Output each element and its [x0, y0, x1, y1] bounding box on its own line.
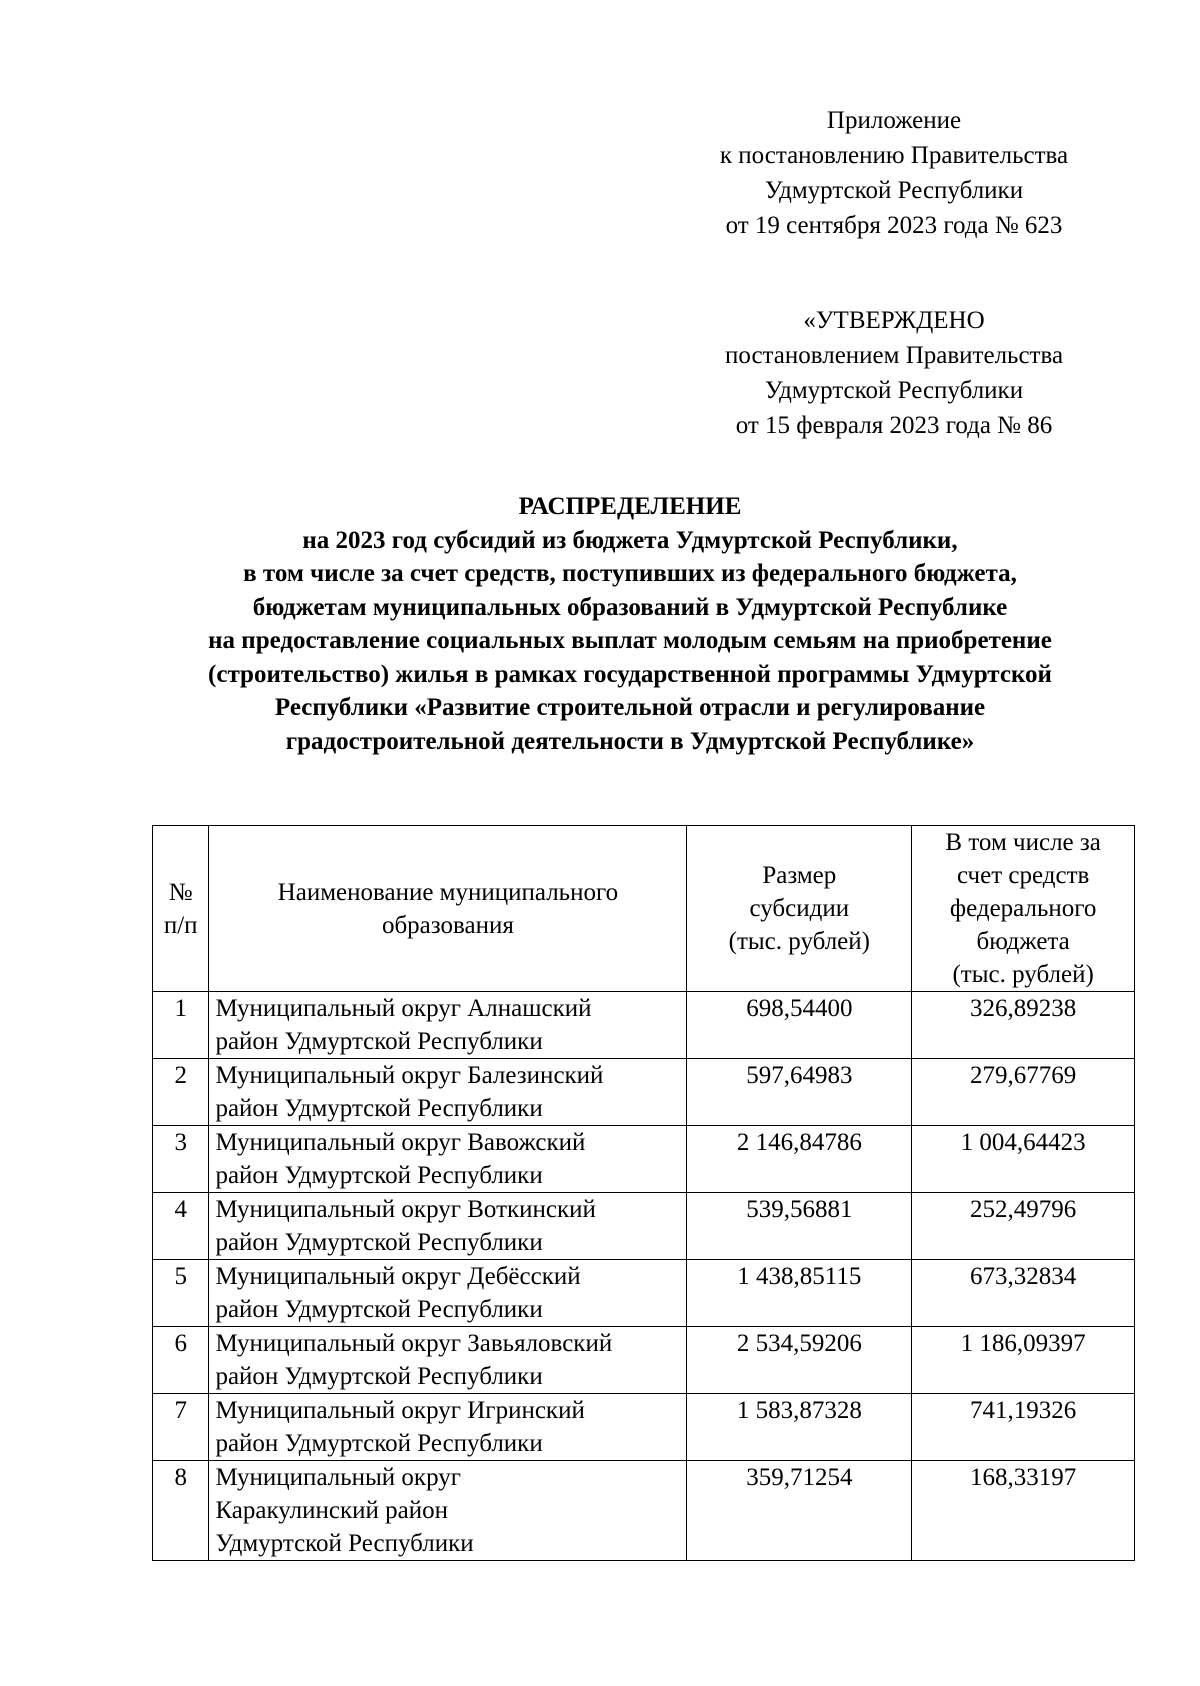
header-text: образования	[381, 911, 514, 939]
title-line: (строительство) жилья в рамках государственной программы Удмуртской	[208, 660, 1052, 688]
header-federal	[912, 826, 1135, 992]
row-name-line: Муниципальный округ Вавожский	[215, 1129, 586, 1156]
row-name-line: район Удмуртской Республики	[215, 1162, 543, 1189]
row-number: 4	[153, 1193, 209, 1260]
row-number: 1	[153, 992, 209, 1059]
row-name	[209, 1461, 687, 1561]
row-name-line: Муниципальный округ Воткинский	[215, 1196, 596, 1223]
attachment-line: Удмуртской Республики	[764, 177, 1024, 204]
row-name	[209, 1394, 687, 1461]
title-line: на предоставление социальных выплат молодым семьям на приобретение	[208, 627, 1052, 654]
row-name-line: Муниципальный округ	[215, 1464, 462, 1491]
header-name	[209, 826, 687, 992]
row-name-line: Муниципальный округ Балезинский	[215, 1062, 604, 1089]
row-name-line: Удмуртской Республики	[215, 1530, 474, 1557]
row-name-line: Каракулинский район	[215, 1497, 449, 1524]
row-subsidy: 1 438,85115	[687, 1260, 912, 1327]
title-heading: РАСПРЕДЕЛЕНИЕ	[518, 493, 742, 520]
row-number: 5	[153, 1260, 209, 1327]
title-line: Республики «Развитие строительной отрасли и регулирование	[274, 694, 986, 721]
title-line: в том числе за счет средств, поступивших из федерального бюджета,	[243, 560, 1017, 587]
approval-block	[684, 303, 1104, 443]
row-name	[209, 1260, 687, 1327]
row-number: 6	[153, 1327, 209, 1394]
header-text: №	[168, 878, 193, 906]
row-name-line: район Удмуртской Республики	[215, 1363, 543, 1390]
attachment-line: от 19 сентября 2023 года № 623	[725, 212, 1063, 239]
row-subsidy: 597,64983	[687, 1059, 912, 1126]
header-text: (тыс. рублей)	[952, 961, 1094, 988]
row-federal: 741,19326	[912, 1394, 1135, 1461]
row-name-line: Муниципальный округ Завьяловский	[215, 1330, 613, 1357]
table-row	[153, 1059, 1135, 1126]
row-federal: 279,67769	[912, 1059, 1135, 1126]
header-subsidy	[687, 826, 912, 992]
row-federal: 168,33197	[912, 1461, 1135, 1561]
table-row	[153, 1327, 1135, 1394]
table-row	[153, 992, 1135, 1059]
row-name	[209, 1126, 687, 1193]
table-row	[153, 1126, 1135, 1193]
row-name-line: район Удмуртской Республики	[215, 1296, 543, 1323]
row-number: 2	[153, 1059, 209, 1126]
header-text: Размер	[762, 862, 837, 889]
table-row	[153, 1193, 1135, 1260]
header-text: п/п	[163, 911, 198, 939]
table-header-row	[153, 826, 1135, 992]
header-text: субсидии	[749, 895, 850, 922]
header-text: счет средств	[956, 862, 1090, 889]
approval-line: от 15 февраля 2023 года № 86	[735, 412, 1053, 439]
row-name	[209, 992, 687, 1059]
title-line: градостроительной деятельности в Удмуртской Республике»	[285, 727, 975, 755]
row-name-line: район Удмуртской Республики	[215, 1229, 543, 1256]
row-name-line: Муниципальный округ Алнашский	[215, 995, 592, 1022]
row-federal: 252,49796	[912, 1193, 1135, 1260]
row-name	[209, 1059, 687, 1126]
row-name-line: район Удмуртской Республики	[215, 1430, 543, 1457]
row-name-line: Муниципальный округ Игринский	[215, 1397, 585, 1424]
attachment-line: к постановлению Правительства	[719, 142, 1069, 169]
row-number: 7	[153, 1394, 209, 1461]
row-name-line: Муниципальный округ Дебёсский	[215, 1263, 581, 1290]
table-row	[153, 1461, 1135, 1561]
attachment-block	[684, 103, 1104, 243]
row-number: 3	[153, 1126, 209, 1193]
row-federal: 326,89238	[912, 992, 1135, 1059]
row-subsidy: 698,54400	[687, 992, 912, 1059]
row-name	[209, 1193, 687, 1260]
row-name-line: район Удмуртской Республики	[215, 1028, 543, 1055]
row-subsidy: 359,71254	[687, 1461, 912, 1561]
row-name-line: район Удмуртской Республики	[215, 1095, 543, 1122]
approval-line: постановлением Правительства	[724, 342, 1064, 369]
title-line: на 2023 год субсидий из бюджета Удмуртской Республики,	[302, 526, 958, 554]
row-number: 8	[153, 1461, 209, 1561]
row-subsidy: 2 534,59206	[687, 1327, 912, 1394]
distribution-table	[152, 825, 1135, 1561]
approval-line: Удмуртской Республики	[764, 377, 1024, 404]
row-subsidy: 539,56881	[687, 1193, 912, 1260]
row-federal: 673,32834	[912, 1260, 1135, 1327]
header-text: В том числе за	[945, 829, 1101, 856]
table-row	[153, 1394, 1135, 1461]
table-row	[153, 1260, 1135, 1327]
row-federal: 1 004,64423	[912, 1126, 1135, 1193]
header-text: бюджета	[976, 928, 1070, 955]
row-name	[209, 1327, 687, 1394]
attachment-line: Приложение	[826, 107, 962, 134]
header-text: (тыс. рублей)	[728, 928, 870, 955]
header-num	[153, 826, 209, 992]
approval-line: «УТВЕРЖДЕНО	[803, 307, 985, 334]
row-subsidy: 1 583,87328	[687, 1394, 912, 1461]
header-text: федерального	[949, 895, 1097, 922]
document-title	[130, 490, 1130, 758]
header-text: Наименование муниципального	[277, 878, 619, 906]
row-subsidy: 2 146,84786	[687, 1126, 912, 1193]
row-federal: 1 186,09397	[912, 1327, 1135, 1394]
title-line: бюджетам муниципальных образований в Удмуртской Республике	[252, 593, 1008, 621]
